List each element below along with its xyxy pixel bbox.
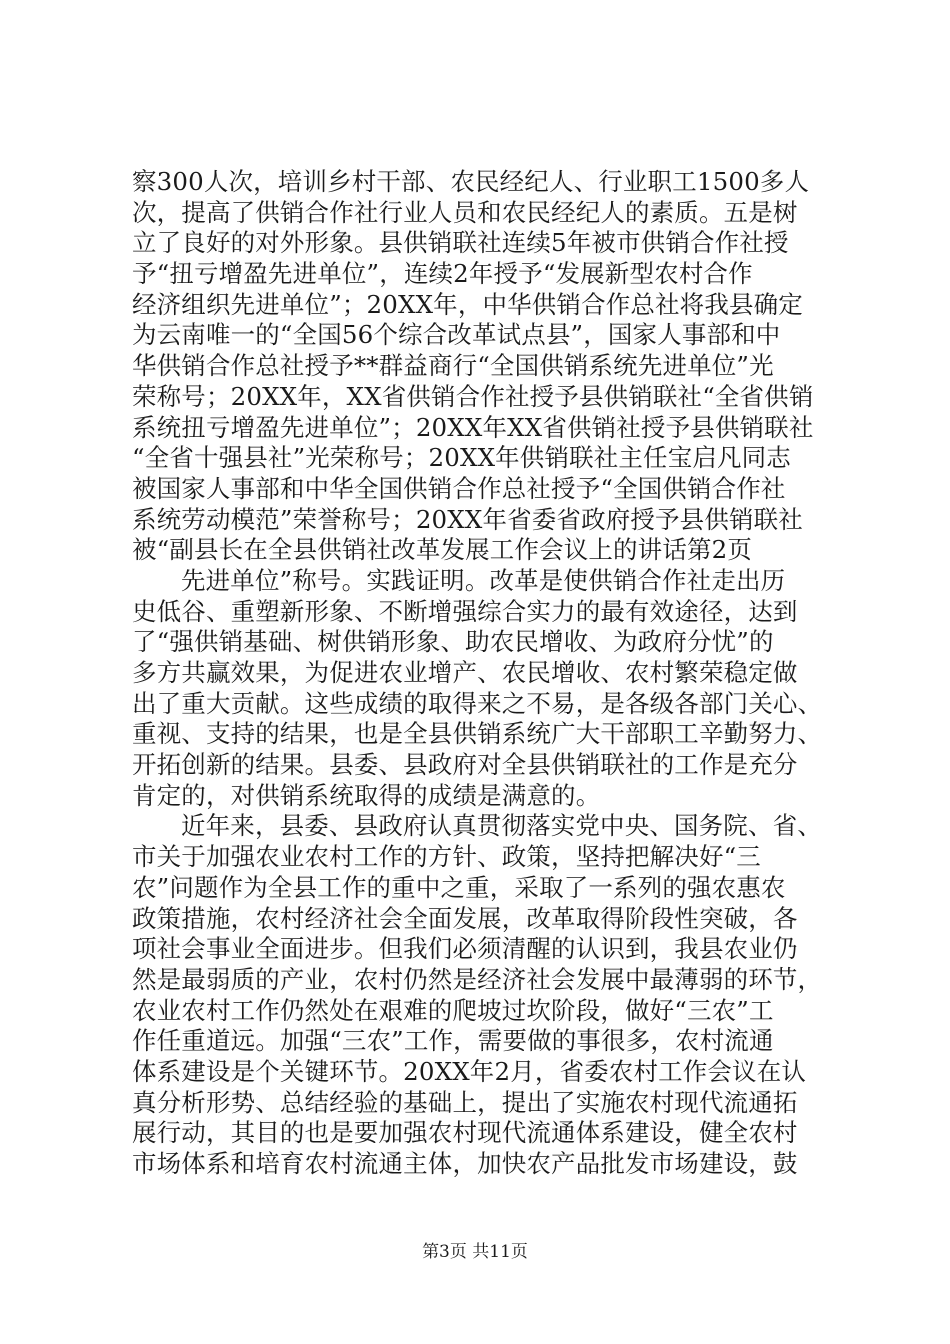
text-line: 作任重道远。加强“三农”工作，需要做的事很多，农村流通 [132, 1026, 774, 1056]
page-number: 第3页 共11页 [422, 1242, 528, 1262]
text-line: 被国家人事部和中华全国供销合作总社授予“全国供销合作社 [132, 473, 786, 503]
text-line: 次，提高了供销合作社行业人员和农民经纪人的素质。五是树 [132, 197, 798, 227]
text-line: “全省十强县社”光荣称号；20XX年供销联社主任宝启凡同志 [132, 443, 791, 473]
text-line: 华供销合作总社授予**群益商行“全国供销系统先进单位”光 [132, 351, 774, 381]
text-line: 系统劳动模范”荣誉称号；20XX年省委省政府授予县供销联社 [132, 504, 803, 534]
text-line: 展行动，其目的也是要加强农村现代流通体系建设，健全农村 [132, 1118, 798, 1148]
text-line: 为云南唯一的“全国56个综合改革试点县”，国家人事部和中 [132, 320, 781, 350]
text-line: 了“强供销基础、树供销形象、助农民增收、为政府分忧”的 [132, 627, 774, 657]
text-line: 荣称号；20XX年，XX省供销合作社授予县供销联社“全省供销 [132, 381, 814, 411]
text-line: 然是最弱质的产业，农村仍然是经济社会发展中最薄弱的环节， [132, 964, 823, 994]
text-line: 察300人次，培训乡村干部、农民经纪人、行业职工1500多人 [132, 167, 810, 196]
paragraph-start-line: 先进单位”称号。实践证明。改革是使供销合作社走出历 [181, 565, 786, 595]
text-line: 史低谷、重塑新形象、不断增强综合实力的最有效途径，达到 [132, 596, 798, 626]
text-line: 项社会事业全面进步。但我们必须清醒的认识到，我县农业仍 [132, 934, 798, 964]
text-line: 农”问题作为全县工作的重中之重，采取了一系列的强农惠农 [132, 872, 786, 902]
text-line: 市场体系和培育农村流通主体，加快农产品批发市场建设，鼓 [132, 1149, 798, 1178]
text-line: 立了良好的对外形象。县供销联社连续5年被市供销合作社授 [132, 228, 789, 258]
text-line: 开拓创新的结果。县委、县政府对全县供销联社的工作是充分 [132, 750, 798, 780]
text-line: 出了重大贡献。这些成绩的取得来之不易，是各级各部门关心、 [132, 688, 823, 718]
text-line: 体系建设是个关键环节。20XX年2月，省委农村工作会议在认 [132, 1056, 806, 1086]
text-line: 真分析形势、总结经验的基础上，提出了实施农村现代流通拓 [132, 1087, 798, 1117]
paragraph-start-line: 近年来，县委、县政府认真贯彻落实党中央、国务院、省、 [181, 811, 822, 841]
page-footer [0, 1240, 950, 1264]
text-line: 市关于加强农业农村工作的方针、政策，坚持把解决好“三 [132, 842, 761, 872]
text-line: 多方共赢效果，为促进农业增产、农民增收、农村繁荣稳定做 [132, 658, 798, 687]
text-line: 肯定的，对供销系统取得的成绩是满意的。 [132, 780, 601, 810]
text-line: 被“副县长在全县供销社改革发展工作会议上的讲话第2页 [132, 535, 753, 565]
text-line: 经济组织先进单位”；20XX年，中华供销合作总社将我县确定 [132, 289, 803, 319]
text-line: 重视、支持的结果，也是全县供销系统广大干部职工辛勤努力、 [132, 719, 823, 749]
text-line: 农业农村工作仍然处在艰难的爬坡过坎阶段，做好“三农”工 [132, 995, 774, 1025]
text-line: 系统扭亏增盈先进单位”；20XX年XX省供销社授予县供销联社 [132, 412, 814, 442]
text-line: 予“扭亏增盈先进单位”，连续2年授予“发展新型农村合作 [132, 259, 753, 289]
text-line: 政策措施，农村经济社会全面发展，改革取得阶段性突破，各 [132, 903, 798, 933]
body-text [132, 167, 832, 1180]
